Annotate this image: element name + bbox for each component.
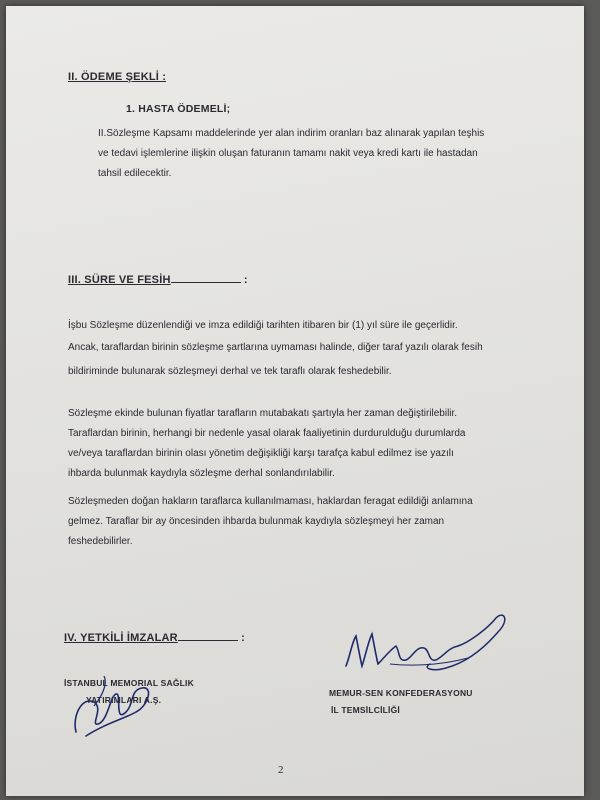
left-signatory: İSTANBUL MEMORIAL SAĞLIK YATIRIMLARI A.Ş. — [64, 678, 194, 705]
sure-paragraph-3: Sözleşme ekinde bulunan fiyatlar tarafların mutabakatı şartıyla her zaman değiştirilebilir. — [68, 408, 458, 419]
odeme-line: tahsil edilecektir. — [98, 168, 172, 179]
right-signature-icon — [338, 606, 518, 684]
section-odeme-subtitle: 1. HASTA ÖDEMELİ; — [126, 103, 231, 115]
left-signature-icon — [64, 666, 174, 746]
section-imzalar-title: IV. YETKİLİ İMZALAR : — [64, 632, 245, 644]
sure-paragraph-1: İşbu Sözleşme düzenlendiği ve imza edildiği tarihten itibaren bir (1) yıl süre ile geçerlidir. — [68, 320, 458, 331]
sure-paragraph-2: Ancak, taraflardan birinin sözleşme şartlarına uymaması halinde, diğer taraf yazılı olarak fesih bildiriminde bulunarak sözleşmeyi derhal ve tek taraflı olarak feshedebilir. — [68, 342, 483, 377]
section-sure-title: III. SÜRE VE FESİH : — [68, 274, 248, 286]
page-number: 2 — [278, 764, 284, 776]
right-signatory: MEMUR-SEN KONFEDERASYONU İL TEMSİLCİLİĞİ — [329, 688, 473, 715]
document-page — [6, 6, 584, 796]
odeme-line: ve tedavi işlemlerine ilişkin oluşan faturanın tamamı nakit veya kredi kartı ile hastadan — [98, 148, 478, 159]
sure-paragraph-4: Taraflardan birinin, herhangi bir nedenle yasal olarak faaliyetinin durdurulduğu durumlarda ve/veya taraflardan birinin olası yönetim değişikliği karşı tarafça kabul edilmez ise yazılı ihbarda bulunmak kaydıyla sözleşme derhal sonlandırılabilir. — [68, 428, 466, 479]
sure-paragraph-5: Sözleşmeden doğan hakların taraflarca kullanılmaması, haklardan feragat edildiği anlamına gelmez. Taraflar bir ay öncesinden ihbarda bulunmak kaydıyla sözleşmeyi her zaman feshedebilirler. — [68, 496, 473, 547]
odeme-line: II.Sözleşme Kapsamı maddelerinde yer alan indirim oranları baz alınarak yapılan teşhis — [98, 128, 485, 139]
section-odeme-title: II. ÖDEME ŞEKLİ : — [68, 71, 167, 83]
odeme-paragraph — [98, 124, 538, 184]
